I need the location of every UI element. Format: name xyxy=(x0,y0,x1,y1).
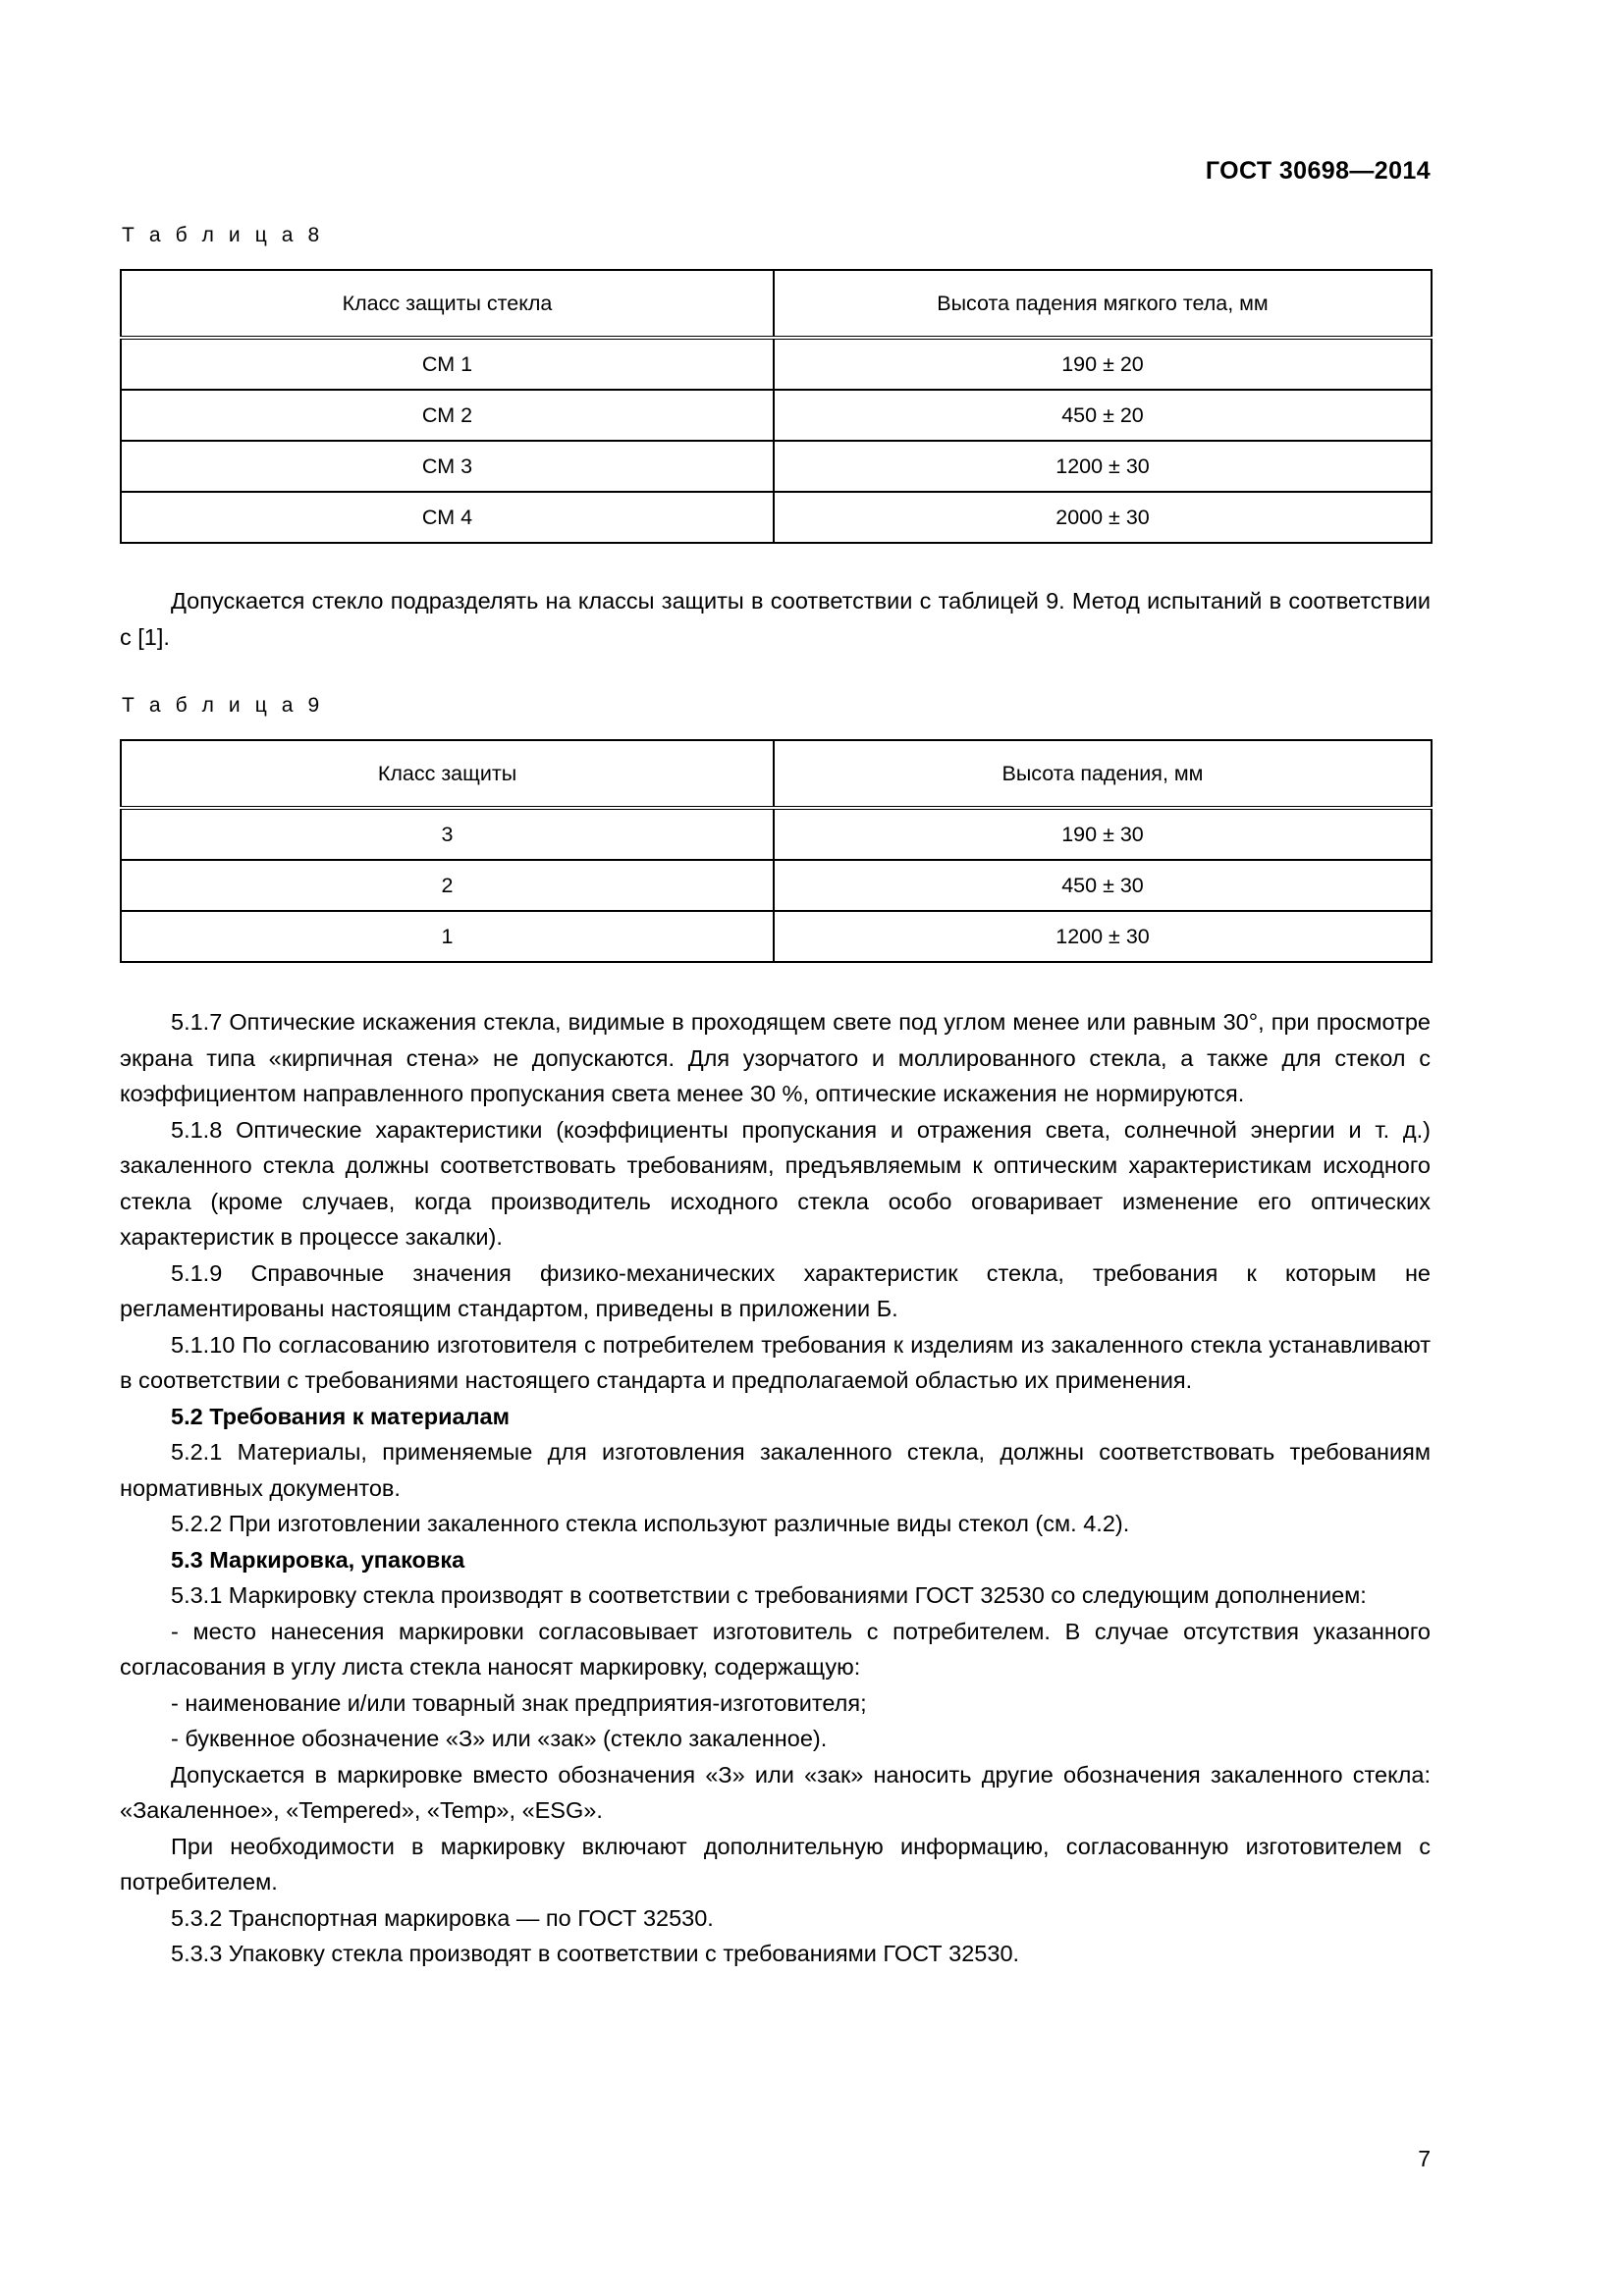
table-row xyxy=(121,390,1432,441)
table-row xyxy=(121,860,1432,911)
table-row xyxy=(121,911,1432,962)
paragraph-5-1-9: 5.1.9 Справочные значения физико-механических характеристик стекла, требования к которым не регламентированы настоящим стандартом, приведены в приложении Б. xyxy=(120,1259,1431,1321)
paragraph-5-1-8: 5.1.8 Оптические характеристики (коэффициенты пропускания и отражения света, солнечной энергии и т. д.) закаленного стекла должны соответствовать требованиям, предъявляемым к оптическим характеристикам исходного стекла (кроме случаев, когда производитель исходного стекла особо оговаривает изменение его оптических характеристик в процессе закалки). xyxy=(120,1116,1431,1250)
table-cell: 1200 ± 30 xyxy=(774,441,1432,492)
heading-5-2: 5.2 Требования к материалам xyxy=(171,1403,510,1429)
paragraph-5-3-2: 5.3.2 Транспортная маркировка — по ГОСТ 32530. xyxy=(171,1904,714,1931)
table-cell: 190 ± 30 xyxy=(774,808,1432,860)
table-8-caption: Т а б л и ц а 8 xyxy=(122,224,324,246)
table-9-col-header-height: Высота падения, мм xyxy=(774,740,1432,808)
paragraph-between-tables: Допускается стекло подразделять на классы защиты в соответствии с таблицей 9. Метод испытаний в соответствии с [1]. xyxy=(120,588,1431,650)
table-cell: СМ 2 xyxy=(121,390,774,441)
table-9 xyxy=(120,739,1433,963)
table-cell: 2000 ± 30 xyxy=(774,492,1432,543)
table-row xyxy=(121,492,1432,543)
table-cell: СМ 1 xyxy=(121,338,774,390)
table-8-col-header-class: Класс защиты стекла xyxy=(121,270,774,338)
table-row xyxy=(121,808,1432,860)
table-cell: СМ 4 xyxy=(121,492,774,543)
page-number: 7 xyxy=(1418,2146,1431,2171)
table-cell: 3 xyxy=(121,808,774,860)
table-row xyxy=(121,441,1432,492)
list-item-marking-place: - место нанесения маркировки согласовывает изготовитель с потребителем. В случае отсутствия указанного согласования в углу листа стекла наносят маркировку, содержащую: xyxy=(120,1618,1431,1680)
table-9-col-header-class: Класс защиты xyxy=(121,740,774,808)
table-8-col-header-height: Высота падения мягкого тела, мм xyxy=(774,270,1432,338)
paragraph-allowed-designations: Допускается в маркировке вместо обозначения «З» или «зак» наносить другие обозначения закаленного стекла: «Закаленное», «Tempered», «Temp», «ESG». xyxy=(120,1761,1431,1823)
table-8-header-row xyxy=(121,270,1432,338)
table-cell: 190 ± 20 xyxy=(774,338,1432,390)
table-8 xyxy=(120,269,1433,544)
page-header-standard-number: ГОСТ 30698—2014 xyxy=(1205,157,1431,185)
table-cell: 2 xyxy=(121,860,774,911)
table-9-header-row xyxy=(121,740,1432,808)
table-cell: СМ 3 xyxy=(121,441,774,492)
table-cell: 450 ± 30 xyxy=(774,860,1432,911)
table-row xyxy=(121,338,1432,390)
paragraph-5-2-1: 5.2.1 Материалы, применяемые для изготовления закаленного стекла, должны соответствовать требованиям нормативных документов. xyxy=(120,1439,1431,1501)
paragraph-5-3-3: 5.3.3 Упаковку стекла производят в соответствии с требованиями ГОСТ 32530. xyxy=(171,1941,1020,1966)
page-content xyxy=(120,224,1431,1972)
list-item-letter-designation: - буквенное обозначение «З» или «зак» (стекло закаленное). xyxy=(171,1726,828,1751)
table-cell: 1 xyxy=(121,911,774,962)
paragraph-5-1-10: 5.1.10 По согласованию изготовителя с потребителем требования к изделиям из закаленного стекла устанавливают в соответствии с требованиями настоящего стандарта и предполагаемой областью их применения. xyxy=(120,1331,1431,1393)
paragraph-additional-info: При необходимости в маркировку включают дополнительную информацию, согласованную изготовителем с потребителем. xyxy=(120,1833,1431,1895)
table-cell: 1200 ± 30 xyxy=(774,911,1432,962)
list-item-manufacturer-name: - наименование и/или товарный знак предприятия-изготовителя; xyxy=(171,1689,867,1716)
paragraph-5-2-2: 5.2.2 При изготовлении закаленного стекла используют различные виды стекол (см. 4.2). xyxy=(171,1511,1130,1536)
paragraph-5-3-1: 5.3.1 Маркировку стекла производят в соответствии с требованиями ГОСТ 32530 со следующим дополнением: xyxy=(171,1582,1367,1608)
body-text-block xyxy=(120,1004,1431,1972)
heading-5-3: 5.3 Маркировка, упаковка xyxy=(171,1546,465,1573)
table-cell: 450 ± 20 xyxy=(774,390,1432,441)
paragraph-5-1-7: 5.1.7 Оптические искажения стекла, видимые в проходящем свете под углом менее или равным 30°, при просмотре экрана типа «кирпичная стена» не допускаются. Для узорчатого и моллированного стекла, а также для стекол с коэффициентом направленного пропускания света менее 30 %, оптические искажения не нормируются. xyxy=(120,1009,1431,1106)
table-9-caption: Т а б л и ц а 9 xyxy=(122,694,324,717)
